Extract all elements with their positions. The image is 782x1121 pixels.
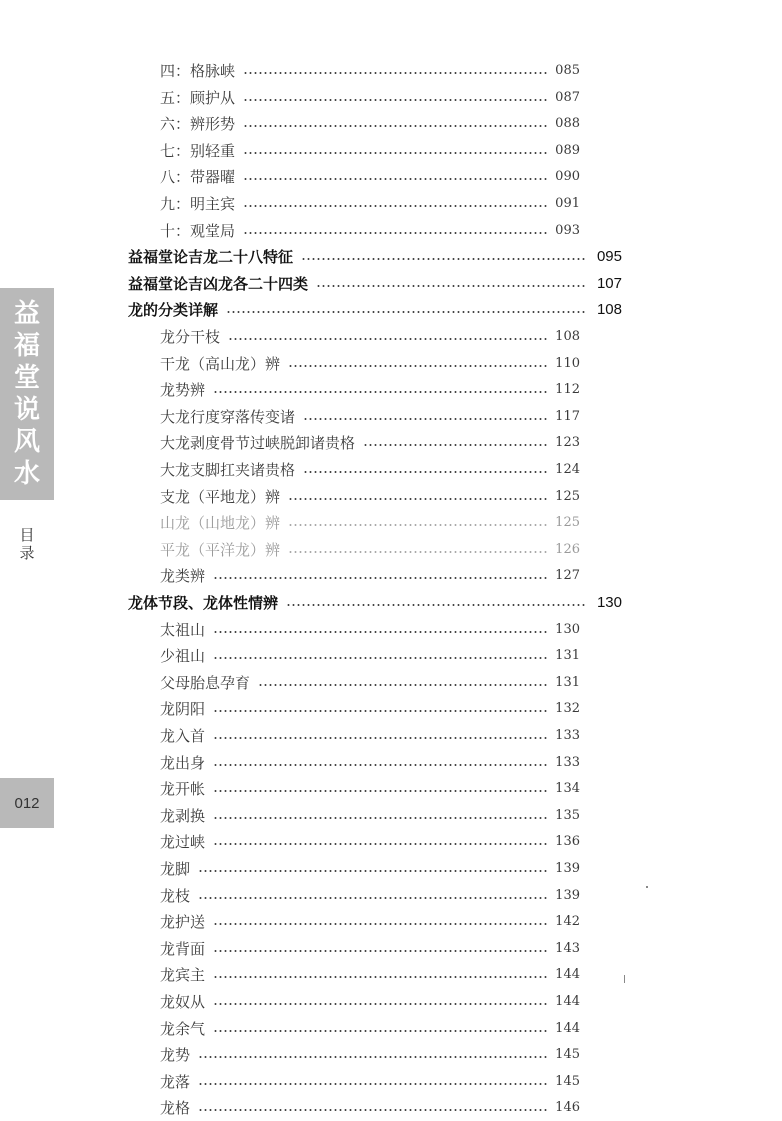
scan-speck bbox=[624, 975, 625, 983]
toc-entry-page: 139 bbox=[555, 887, 580, 903]
toc-section-entry bbox=[160, 935, 580, 961]
toc-section-entry bbox=[160, 961, 580, 987]
toc-entry-page: 144 bbox=[555, 1020, 580, 1036]
toc-entry-title: 干龙（高山龙）辨 bbox=[160, 354, 281, 373]
toc-entry-title: 四：格脉峡 bbox=[160, 61, 236, 80]
toc-entry-title: 龙阴阳 bbox=[160, 699, 206, 718]
toc-chapter-entry bbox=[128, 243, 622, 269]
dot-leader bbox=[228, 338, 549, 340]
dot-leader bbox=[213, 950, 549, 952]
toc-entry-page: 143 bbox=[555, 940, 580, 956]
dot-leader bbox=[198, 870, 549, 872]
toc-entry-page: 130 bbox=[596, 593, 622, 611]
dot-leader bbox=[288, 551, 549, 553]
dot-leader bbox=[198, 897, 549, 899]
dot-leader bbox=[213, 631, 549, 633]
toc-section-entry bbox=[160, 57, 580, 83]
toc-section-entry bbox=[160, 84, 580, 110]
toc-section-entry bbox=[160, 988, 580, 1014]
toc-section-entry bbox=[160, 456, 580, 482]
dot-leader bbox=[363, 444, 549, 446]
toc-section-entry bbox=[160, 616, 580, 642]
toc-entry-page: 088 bbox=[555, 115, 580, 131]
toc-entry-title: 八：带器曜 bbox=[160, 167, 236, 186]
page-number: 012 bbox=[14, 794, 40, 812]
toc-entry-title: 龙类辨 bbox=[160, 566, 206, 585]
toc-entry-page: 125 bbox=[555, 488, 580, 504]
dot-leader bbox=[213, 657, 549, 659]
toc-entry-page: 110 bbox=[555, 355, 580, 371]
dot-leader bbox=[213, 710, 549, 712]
toc-entry-page: 135 bbox=[555, 807, 580, 823]
toc-entry-title: 龙过峡 bbox=[160, 832, 206, 851]
toc-entry-title: 大龙剥度骨节过峡脱卸诸贵格 bbox=[160, 433, 356, 452]
toc-section-entry bbox=[160, 669, 580, 695]
toc-entry-page: 144 bbox=[555, 993, 580, 1009]
dot-leader bbox=[213, 764, 549, 766]
toc-entry-page: 133 bbox=[555, 754, 580, 770]
toc-entry-page: 131 bbox=[555, 647, 580, 663]
book-title-char: 水 bbox=[13, 459, 40, 489]
dot-leader bbox=[243, 99, 549, 101]
toc-entry-page: 145 bbox=[555, 1046, 580, 1062]
toc-entry-page: 093 bbox=[555, 222, 580, 238]
toc-entry-page: 126 bbox=[555, 541, 580, 557]
toc-entry-page: 125 bbox=[555, 514, 580, 530]
toc-entry-title: 龙势辨 bbox=[160, 380, 206, 399]
toc-entry-page: 091 bbox=[555, 195, 580, 211]
book-title-char: 福 bbox=[13, 331, 40, 361]
dot-leader bbox=[226, 311, 585, 313]
dot-leader bbox=[303, 418, 549, 420]
toc-entry-title: 龙开帐 bbox=[160, 779, 206, 798]
toc-entry-page: 130 bbox=[555, 621, 580, 637]
toc-entry-page: 124 bbox=[555, 461, 580, 477]
dot-leader bbox=[258, 684, 549, 686]
toc-entry-page: 107 bbox=[596, 274, 622, 292]
book-title-char: 风 bbox=[13, 427, 40, 457]
toc-section-entry bbox=[160, 483, 580, 509]
toc-section-entry bbox=[160, 722, 580, 748]
toc-entry-page: 108 bbox=[555, 328, 580, 344]
toc-entry-title: 益福堂论吉龙二十八特征 bbox=[128, 247, 294, 266]
toc-section-entry bbox=[160, 1015, 580, 1041]
toc-section-entry bbox=[160, 1068, 580, 1094]
toc-entry-title: 九：明主宾 bbox=[160, 194, 236, 213]
toc-section-entry bbox=[160, 695, 580, 721]
dot-leader bbox=[213, 923, 549, 925]
dot-leader bbox=[288, 524, 549, 526]
dot-leader bbox=[288, 365, 549, 367]
toc-entry-page: 142 bbox=[555, 913, 580, 929]
dot-leader bbox=[213, 790, 549, 792]
book-title-char: 堂 bbox=[13, 363, 40, 393]
dot-leader bbox=[243, 125, 549, 127]
toc-entry-title: 少祖山 bbox=[160, 646, 206, 665]
toc-section-entry bbox=[160, 350, 580, 376]
section-label-char: 录 bbox=[19, 544, 35, 562]
dot-leader bbox=[286, 604, 585, 606]
section-label-char: 目 bbox=[19, 526, 35, 544]
toc-entry-page: 117 bbox=[555, 408, 580, 424]
toc-chapter-entry bbox=[128, 589, 622, 615]
toc-entry-title: 太祖山 bbox=[160, 620, 206, 639]
toc-section-entry bbox=[160, 828, 580, 854]
toc-entry-page: 090 bbox=[555, 168, 580, 184]
dot-leader bbox=[213, 1003, 549, 1005]
toc-section-entry bbox=[160, 137, 580, 163]
toc-entry-title: 龙势 bbox=[160, 1045, 191, 1064]
toc-entry-title: 龙入首 bbox=[160, 726, 206, 745]
book-title-char: 说 bbox=[13, 395, 40, 425]
toc-entry-page: 133 bbox=[555, 727, 580, 743]
toc-section-entry bbox=[160, 642, 580, 668]
toc-chapter-entry bbox=[128, 296, 622, 322]
toc-entry-page: 127 bbox=[555, 567, 580, 583]
toc-section-entry bbox=[160, 749, 580, 775]
toc-section-entry bbox=[160, 323, 580, 349]
toc-entry-title: 六：辨形势 bbox=[160, 114, 236, 133]
toc-entry-page: 132 bbox=[555, 700, 580, 716]
book-title-vertical bbox=[0, 298, 54, 490]
toc-section-entry bbox=[160, 536, 580, 562]
dot-leader bbox=[243, 178, 549, 180]
toc-section-entry bbox=[160, 855, 580, 881]
toc-entry-title: 益福堂论吉凶龙各二十四类 bbox=[128, 274, 309, 293]
toc-entry-title: 十：观堂局 bbox=[160, 221, 236, 240]
toc-section-entry bbox=[160, 163, 580, 189]
toc-entry-title: 龙宾主 bbox=[160, 965, 206, 984]
toc-entry-title: 龙出身 bbox=[160, 753, 206, 772]
dot-leader bbox=[213, 391, 549, 393]
toc-entry-title: 龙格 bbox=[160, 1098, 191, 1117]
toc-entry-page: 144 bbox=[555, 966, 580, 982]
toc-entry-title: 五：顾护从 bbox=[160, 88, 236, 107]
dot-leader bbox=[213, 1030, 549, 1032]
toc-entry-title: 七：别轻重 bbox=[160, 141, 236, 160]
toc-entry-page: 134 bbox=[555, 780, 580, 796]
toc-entry-title: 龙体节段、龙体性情辨 bbox=[128, 593, 279, 612]
toc-entry-title: 龙余气 bbox=[160, 1019, 206, 1038]
toc-entry-page: 095 bbox=[596, 247, 622, 265]
dot-leader bbox=[316, 285, 585, 287]
dot-leader bbox=[198, 1056, 549, 1058]
toc-section-entry bbox=[160, 562, 580, 588]
dot-leader bbox=[303, 471, 549, 473]
dot-leader bbox=[213, 577, 549, 579]
toc-entry-page: 123 bbox=[555, 434, 580, 450]
toc-entry-page: 108 bbox=[596, 300, 622, 318]
dot-leader bbox=[213, 817, 549, 819]
dot-leader bbox=[243, 232, 549, 234]
toc-entry-page: 139 bbox=[555, 860, 580, 876]
dot-leader bbox=[301, 258, 585, 260]
toc-entry-title: 父母胎息孕育 bbox=[160, 673, 251, 692]
toc-section-entry bbox=[160, 775, 580, 801]
dot-leader bbox=[243, 72, 549, 74]
book-title-char: 益 bbox=[13, 299, 40, 329]
toc-entry-page: 085 bbox=[555, 62, 580, 78]
toc-section-entry bbox=[160, 110, 580, 136]
toc-section-entry bbox=[160, 1094, 580, 1120]
toc-section-entry bbox=[160, 1041, 580, 1067]
toc-entry-page: 089 bbox=[555, 142, 580, 158]
toc-entry-title: 龙奴从 bbox=[160, 992, 206, 1011]
toc-entry-title: 山龙（山地龙）辨 bbox=[160, 513, 281, 532]
toc-entry-page: 112 bbox=[555, 381, 580, 397]
dot-leader bbox=[213, 737, 549, 739]
toc-entry-title: 龙的分类详解 bbox=[128, 300, 219, 319]
toc-entry-page: 131 bbox=[555, 674, 580, 690]
toc-entry-title: 龙枝 bbox=[160, 886, 191, 905]
toc-section-entry bbox=[160, 802, 580, 828]
toc-entry-title: 龙脚 bbox=[160, 859, 191, 878]
toc-section-entry bbox=[160, 429, 580, 455]
toc-entry-title: 龙剥换 bbox=[160, 806, 206, 825]
dot-leader bbox=[243, 205, 549, 207]
toc-entry-page: 136 bbox=[555, 833, 580, 849]
toc-section-entry bbox=[160, 908, 580, 934]
toc-section-entry bbox=[160, 882, 580, 908]
page-number-tab bbox=[0, 778, 54, 828]
scan-speck bbox=[646, 886, 648, 888]
toc-section-entry bbox=[160, 376, 580, 402]
toc-entry-page: 087 bbox=[555, 89, 580, 105]
toc-entry-title: 平龙（平洋龙）辨 bbox=[160, 540, 281, 559]
toc-entry-title: 大龙支脚扛夹诸贵格 bbox=[160, 460, 296, 479]
toc-entry-title: 龙护送 bbox=[160, 912, 206, 931]
toc-entry-title: 龙落 bbox=[160, 1072, 191, 1091]
toc-entry-title: 龙分干枝 bbox=[160, 327, 221, 346]
section-label-vertical bbox=[0, 526, 54, 562]
toc-section-entry bbox=[160, 403, 580, 429]
toc-entry-page: 145 bbox=[555, 1073, 580, 1089]
toc-chapter-entry bbox=[128, 270, 622, 296]
toc-entry-title: 龙背面 bbox=[160, 939, 206, 958]
toc-section-entry bbox=[160, 190, 580, 216]
toc-entry-page: 146 bbox=[555, 1099, 580, 1115]
dot-leader bbox=[288, 498, 549, 500]
dot-leader bbox=[243, 152, 549, 154]
dot-leader bbox=[198, 1083, 549, 1085]
dot-leader bbox=[198, 1109, 549, 1111]
toc-section-entry bbox=[160, 509, 580, 535]
toc-entry-title: 支龙（平地龙）辨 bbox=[160, 487, 281, 506]
toc-section-entry bbox=[160, 217, 580, 243]
dot-leader bbox=[213, 976, 549, 978]
toc-entry-title: 大龙行度穿落传变诸 bbox=[160, 407, 296, 426]
dot-leader bbox=[213, 843, 549, 845]
